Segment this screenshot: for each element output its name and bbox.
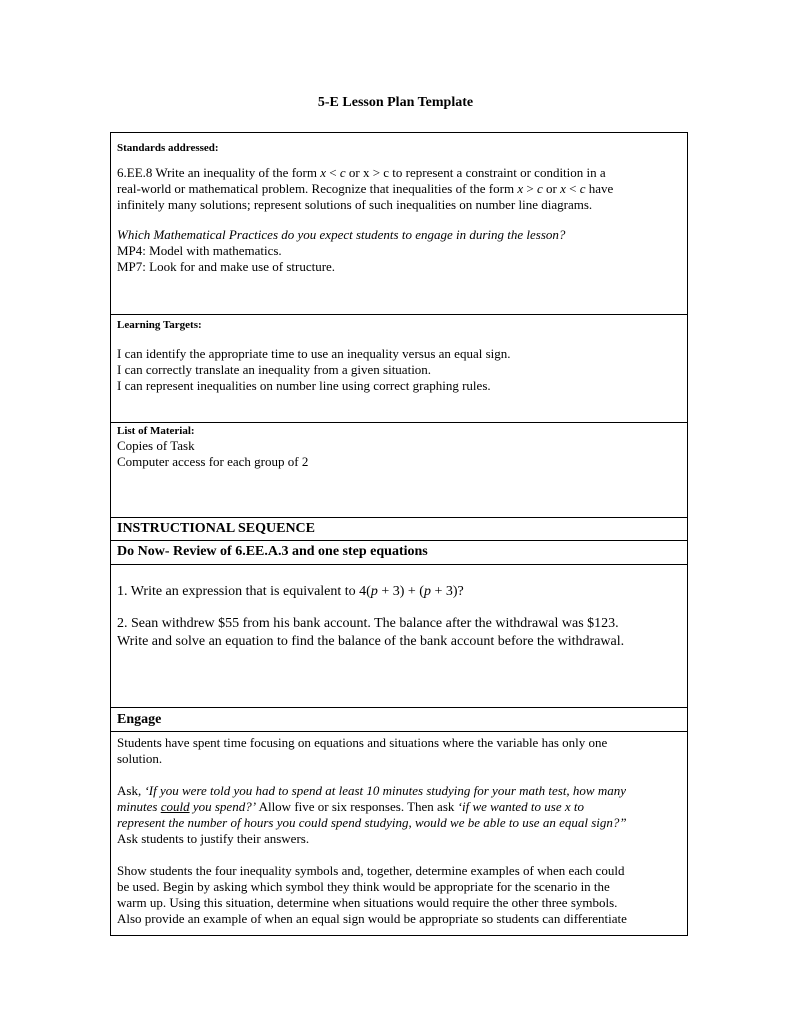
- do-now-heading: Do Now- Review of 6.EE.A.3 and one step equations: [117, 544, 428, 559]
- var-x: x: [517, 181, 524, 196]
- standards-line3: infinitely many solutions; represent solutions of such inequalities on number line diagrams.: [117, 197, 593, 212]
- var-x: x: [560, 181, 566, 196]
- engage-p3-line4: Also provide an example of when an equal sign would be appropriate so students can differentiate: [117, 911, 627, 926]
- q1-part: 1. Write an expression that is equivalent to 4(: [117, 584, 371, 599]
- materials-heading: List of Material:: [117, 425, 195, 437]
- learning-target-item: I can identify the appropriate time to use an inequality versus an equal sign.: [117, 346, 511, 361]
- standards-cell: [111, 133, 687, 314]
- materials-cell: [111, 422, 687, 517]
- q1-part: + 3) + (: [377, 584, 424, 599]
- engage-body-cell: [111, 731, 687, 935]
- engage-p2-question2: ‘if we wanted to use x to: [457, 799, 585, 814]
- do-now-body-cell: [111, 564, 687, 707]
- material-item: Computer access for each group of 2: [117, 454, 309, 469]
- learning-targets-heading: Learning Targets:: [117, 319, 202, 331]
- engage-p1-line1: Students have spent time focusing on equations and situations where the variable has only one: [117, 735, 608, 750]
- standards-line1c: <: [326, 165, 340, 180]
- var-c: c: [579, 181, 586, 196]
- engage-p1-line2: solution.: [117, 751, 163, 766]
- var-c: c: [536, 181, 543, 196]
- instructional-sequence-cell: [111, 517, 687, 540]
- engage-p2-question1c: you spend?’: [189, 799, 257, 814]
- var-p: p: [423, 584, 431, 599]
- document-title: 5-E Lesson Plan Template: [317, 95, 474, 110]
- standards-line2c: >: [523, 181, 537, 196]
- engage-p2-end: Ask students to justify their answers.: [117, 831, 310, 846]
- engage-paragraph-2: [117, 783, 681, 847]
- engage-p2-question2b: represent the number of hours you could spend studying, would we be able to use an equal sign?”: [117, 815, 627, 830]
- standards-line1e: or x > c to represent a constraint or condition in a: [345, 165, 606, 180]
- standards-line2i: have: [585, 181, 614, 196]
- do-now-question-1: [117, 583, 681, 601]
- practice-mp7: MP7: Look for and make use of structure.: [117, 259, 336, 274]
- standards-line2e: or: [542, 181, 561, 196]
- engage-heading: Engage: [117, 712, 162, 727]
- standards-line1a: 6.EE.8 Write an inequality of the form: [117, 165, 321, 180]
- standards-line2g: <: [565, 181, 580, 196]
- engage-p2-mid: Allow five or six responses. Then ask: [256, 799, 458, 814]
- do-now-heading-cell: [111, 540, 687, 564]
- standards-text: [117, 165, 681, 213]
- learning-target-item: I can correctly translate an inequality from a given situation.: [117, 362, 432, 377]
- practices-question: Which Mathematical Practices do you expect students to engage in during the lesson?: [117, 227, 566, 242]
- engage-p3-line2: be used. Begin by asking which symbol they think would be appropriate for the scenario in the: [117, 879, 610, 894]
- lesson-plan-table: [110, 132, 688, 936]
- engage-p2-question1b: minutes: [117, 799, 161, 814]
- engage-paragraph-3: [117, 863, 681, 927]
- engage-paragraph-1: [117, 735, 681, 767]
- learning-target-item: I can represent inequalities on number line using correct graphing rules.: [117, 378, 491, 393]
- q2-line2: Write and solve an equation to find the balance of the bank account before the withdrawal.: [117, 634, 625, 649]
- instructional-sequence-heading: INSTRUCTIONAL SEQUENCE: [117, 521, 315, 536]
- material-item: Copies of Task: [117, 438, 195, 453]
- engage-p2-ask: Ask,: [117, 783, 145, 798]
- var-c: c: [339, 165, 346, 180]
- q2-line1: 2. Sean withdrew $55 from his bank account. The balance after the withdrawal was $123.: [117, 616, 619, 631]
- q1-part: + 3)?: [430, 584, 464, 599]
- engage-heading-cell: [111, 707, 687, 731]
- standards-line2a: real-world or mathematical problem. Recognize that inequalities of the form: [117, 181, 518, 196]
- var-p: p: [370, 584, 378, 599]
- standards-heading: Standards addressed:: [117, 142, 219, 154]
- var-x: x: [320, 165, 326, 180]
- do-now-question-2: [117, 615, 681, 651]
- engage-p3-line3: warm up. Using this situation, determine when situations would require the other three symbols.: [117, 895, 618, 910]
- engage-p3-line1: Show students the four inequality symbols and, together, determine examples of when each could: [117, 863, 625, 878]
- engage-p2-question1: ‘If you were told you had to spend at least 10 minutes studying for your math test, how many: [144, 783, 627, 798]
- practice-mp4: MP4: Model with mathematics.: [117, 243, 282, 258]
- engage-p2-could: could: [160, 799, 190, 814]
- practices-block: [117, 227, 681, 275]
- learning-targets-cell: [111, 314, 687, 422]
